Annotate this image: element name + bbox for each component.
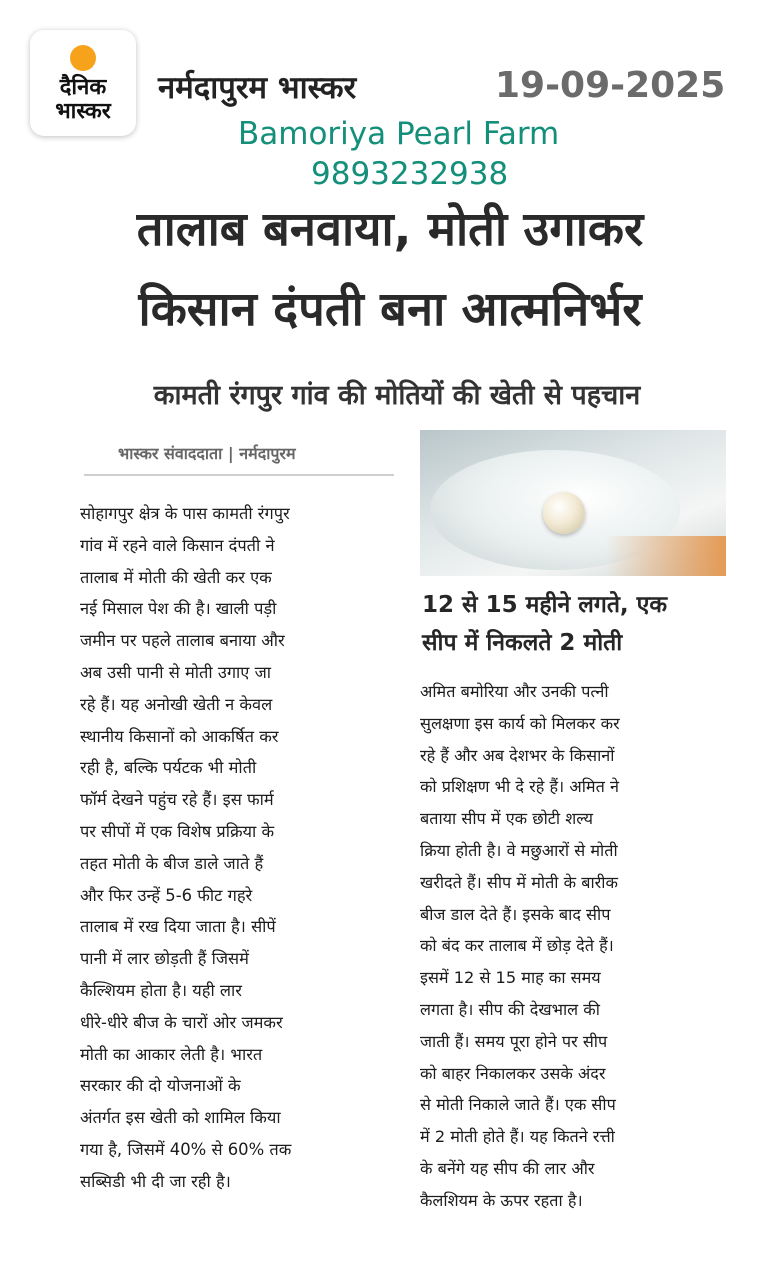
sun-icon [70,45,96,71]
left-col-line: रहे हैं। यह अनोखी खेती न केवल [80,694,273,714]
headline-line-1: तालाब बनवाया, मोती उगाकर [136,202,644,257]
right-col-line: रहे हैं और अब देशभर के किसानों [420,745,615,765]
pearl-icon [543,492,585,534]
left-col-line: पानी में लार छोड़ती हैं जिसमें [80,949,249,969]
right-col-line: से मोती निकाले जाते हैं। एक सीप [420,1095,616,1115]
right-col-line: अमित बमोरिया और उनकी पत्नी [420,682,609,701]
left-col-line: अंतर्गत इस खेती को शामिल किया [80,1108,281,1128]
left-col-line: धीरे-धीरे बीज के चारों ओर जमकर [80,1012,283,1032]
right-col-line: कैलशियम के ऊपर रहता है। [420,1190,583,1210]
left-column [80,498,395,1198]
left-col-line: गांव में रहने वाले किसान दंपती ने [80,535,275,555]
right-col-line: लगता है। सीप की देखभाल की [420,999,600,1019]
left-col-line: स्थानीय किसानों को आकर्षित कर [80,726,279,746]
right-col-line: बताया सीप में एक छोटी शल्य [420,809,594,829]
right-col-line: के बनेंगे यह सीप की लार और [420,1158,595,1178]
box-headline [422,586,732,662]
box-headline-line-1: 12 से 15 महीने लगते, एक [422,592,668,618]
photo-edge-decoration [606,536,726,576]
byline: भास्कर संवाददाता | नर्मदापुरम [118,444,296,463]
byline-divider [84,474,394,476]
pearl-oyster-photo [420,430,726,576]
right-col-line: इसमें 12 से 15 माह का समय [420,968,601,988]
right-col-line: क्रिया होती है। वे मछुआरों से मोती [420,840,618,860]
right-col-line: को बाहर निकालकर उसके अंदर [420,1063,606,1083]
left-col-line: सरकार की दो योजनाओं के [80,1076,241,1096]
left-col-line: तहत मोती के बीज डाले जाते हैं [80,853,264,873]
left-col-line: और फिर उन्हें 5-6 फीट गहरे [80,885,253,905]
right-col-line: जाती हैं। समय पूरा होने पर सीप [420,1031,608,1051]
phone-number: 9893232938 [311,156,509,192]
right-col-line: बीज डाल देते हैं। इसके बाद सीप [420,904,611,924]
left-col-line: सब्सिडी भी दी जा रही है। [80,1171,231,1191]
left-col-line: सोहागपुर क्षेत्र के पास कामती रंगपुर [80,504,290,523]
left-col-line: कैल्शियम होता है। यही लार [80,980,242,1000]
left-col-line: मोती का आकार लेती है। भारत [80,1044,263,1064]
subheadline: कामती रंगपुर गांव की मोतियों की खेती से पहचान [153,380,641,411]
right-col-line: को प्रशिक्षण भी दे रहे हैं। अमित ने [420,777,619,797]
right-col-line: को बंद कर तालाब में छोड़ देते हैं। [420,936,614,956]
left-col-line: रही है, बल्कि पर्यटक भी मोती [80,758,257,778]
logo-text-line1: दैनिक [59,75,107,100]
left-col-line: गया है, जिसमें 40% से 60% तक [80,1139,292,1159]
left-col-line: पर सीपों में एक विशेष प्रक्रिया के [80,821,275,841]
publication-date: 19-09-2025 [495,65,726,106]
farm-name: Bamoriya Pearl Farm [238,116,560,152]
right-col-line: में 2 मोती होते हैं। यह कितने रत्ती [420,1127,615,1147]
right-column [420,676,730,1217]
left-col-line: नई मिसाल पेश की है। खाली पड़ी [80,599,277,619]
masthead-title: नर्मदापुरम भास्कर [158,70,357,106]
left-col-line: अब उसी पानी से मोती उगाए जा [80,662,271,682]
dainik-bhaskar-logo [30,30,136,136]
left-col-line: फॉर्म देखने पहुंच रहे हैं। इस फार्म [80,790,274,810]
left-col-line: तालाब में रख दिया जाता है। सीपें [80,917,276,937]
left-col-line: जमीन पर पहले तालाब बनाया और [80,631,285,651]
headline-line-2: किसान दंपती बना आत्मनिर्भर [138,282,642,337]
box-headline-line-2: सीप में निकलते 2 मोती [422,630,623,656]
right-col-line: सुलक्षणा इस कार्य को मिलकर कर [420,713,620,733]
right-col-line: खरीदते हैं। सीप में मोती के बारीक [420,872,618,892]
left-col-line: तालाब में मोती की खेती कर एक [80,567,272,587]
logo-text-line2: भास्कर [55,99,111,124]
